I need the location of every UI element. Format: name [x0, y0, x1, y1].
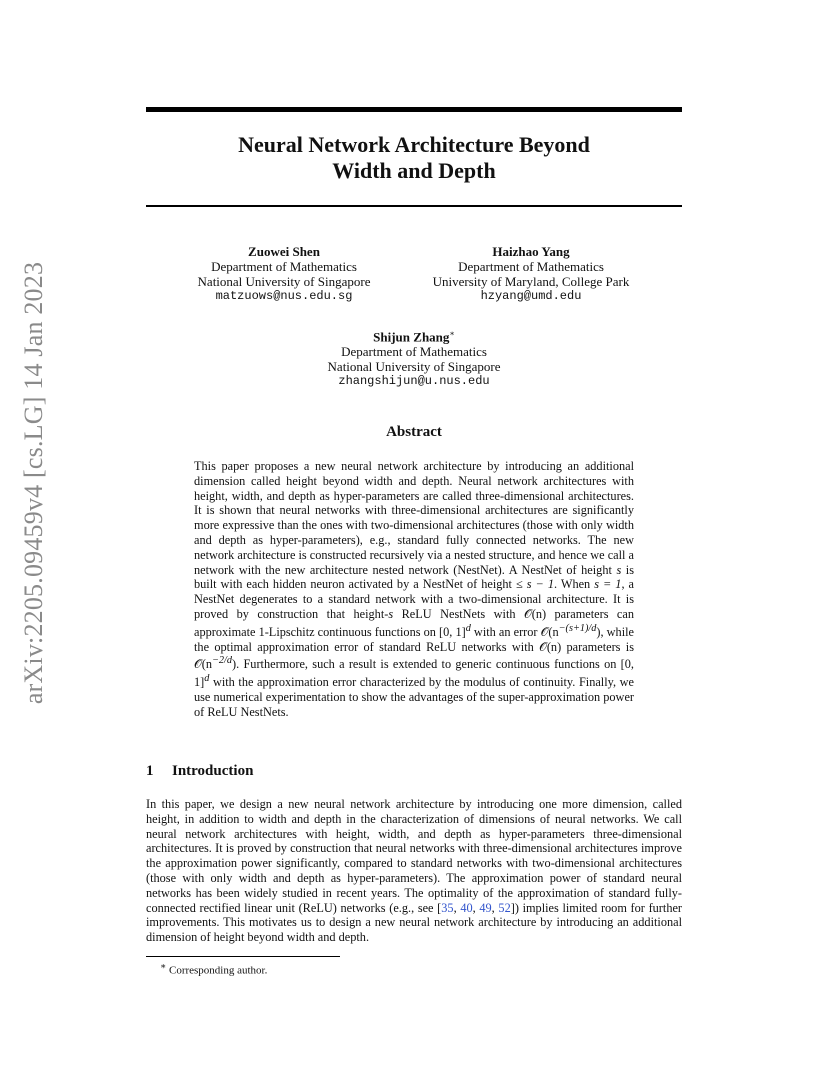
abstract-heading: Abstract — [386, 424, 442, 440]
abstract-text: ReLU NestNets with — [393, 606, 524, 621]
math-condition: s = 1 — [594, 577, 622, 592]
math-error: 𝒪(n — [194, 657, 212, 672]
title-rule-top — [146, 107, 682, 112]
author-name-with-mark — [314, 326, 514, 344]
abstract-text: with the approximation error characterized by the modulus of continuity. Finally, we use numerical experimentation to show the advantages of the super-approximation power of ReLU NestNets. — [194, 675, 634, 720]
title-rule-bottom — [146, 205, 682, 207]
author-department: Department of Mathematics — [341, 344, 487, 360]
author-name: Zuowei Shen — [248, 244, 320, 259]
intro-text: In this paper, we design a new neural network architecture by introducing one more dimension, called height, in addition to width and depth in the characterization of dimensions of neural networks. We call neural network architectures with height, width, and depth as hyper-parameters three-dimensional architectures. It is proved by construction that neural networks with three-dimensional architectures improve the approximation power significantly, compared to standard networks with two-dimensional architectures (those with only width and depth as hyper-parameters). The approximation power of standard neural networks has been widely studied in recent years. The optimality of the approximation of standard fully-connected rectified linear unit (ReLU) networks (e.g., see [ — [146, 797, 682, 915]
author-block-3 — [314, 326, 514, 389]
author-name: Shijun Zhang — [373, 329, 450, 345]
math-superscript: −(s+1)/d — [558, 622, 597, 634]
math-big-o: 𝒪(n) — [539, 639, 562, 654]
math-domain: [0, 1] — [439, 624, 466, 639]
arxiv-stamp — [14, 261, 54, 704]
citation-link[interactable]: 35 — [441, 900, 454, 915]
intro-paragraph: In this paper, we design a new neural network architecture by introducing one more dimension, called height, in addition to width and depth in the characterization of dimensions of neural networks. We call neural network architectures with height, width, and depth as hyper-parameters three-dimensional architectures. It is proved by construction that neural networks with three-dimensional architectures improve the approximation power significantly, compared to standard networks with two-dimensional architectures (those with only width and depth as hyper-parameters). The approximation power of standard neural networks has been widely studied in recent years. The optimality of the approximation of standard fully-connected rectified linear unit (ReLU) networks (e.g., see [35, 40, 49, 52]) implies limited room for further improvements. This motivates us to design a new neural network architecture by introducing an additional dimension of height beyond width and depth. — [146, 797, 683, 945]
math-big-o: 𝒪(n) — [523, 606, 547, 621]
abstract-text: . When — [553, 577, 595, 592]
math-superscript: d — [465, 622, 471, 634]
math-error: ) — [232, 657, 237, 672]
corresponding-author-mark: ∗ — [449, 329, 455, 338]
author-department: Department of Mathematics — [458, 259, 604, 274]
citation-link[interactable]: 49 — [479, 900, 492, 915]
footnote-text: Corresponding author. — [168, 964, 268, 977]
author-institution: National University of Singapore — [197, 274, 371, 289]
math-error: 𝒪(n — [540, 624, 559, 639]
arxiv-stamp-text: arXiv:2205.09459v4 [cs.LG] 14 Jan 2023 — [19, 261, 49, 704]
abstract-text: parameters can approximate 1-Lipschitz continuous functions on — [194, 606, 634, 639]
section-heading — [146, 763, 546, 780]
author-name: Haizhao Yang — [492, 244, 570, 259]
math-error: ) — [596, 624, 601, 639]
math-domain: [0, 1] — [194, 657, 634, 690]
author-email[interactable]: hzyang@umd.edu — [480, 289, 582, 303]
author-institution: National University of Singapore — [327, 359, 501, 375]
author-institution: University of Maryland, College Park — [432, 274, 630, 289]
math-s: s — [616, 562, 622, 577]
abstract-text: is built with each hidden neuron activated by a NestNet of height — [194, 562, 634, 592]
paper-title — [146, 132, 682, 184]
math-s: s — [388, 606, 394, 621]
math-superscript: −2/d — [212, 655, 233, 667]
citation-link[interactable]: 40 — [460, 900, 473, 915]
abstract-text: , a NestNet degenerates to a standard network with a two-dimensional architecture. It is proved by construction that height- — [194, 577, 634, 621]
citation-link[interactable]: 52 — [498, 900, 511, 915]
abstract-body — [194, 459, 634, 720]
section-title: Introduction — [172, 763, 254, 779]
footnote — [160, 961, 267, 977]
author-block-1 — [184, 244, 384, 304]
abstract-text: This paper proposes a new neural network architecture by introducing an additional dimension called height beyond width and depth. Neural network architectures with height, width, and depth as hyper-parameters are called three-dimensional architectures. It is shown that neural networks with three-dimensional architectures are significantly more expressive than the ones with two-dimensional architectures (those with only width and depth as hyper-parameters), e.g., standard fully connected networks. The new network architecture is constructed recursively via a nested structure, and hence we call a network with the new architecture nested network (NestNet). A NestNet of height — [194, 459, 634, 577]
author-department: Department of Mathematics — [211, 259, 357, 274]
footnote-mark: ∗ — [160, 961, 167, 971]
math-condition: ≤ s − 1 — [515, 577, 554, 592]
abstract-text: parameters is — [561, 639, 634, 654]
author-email[interactable]: matzuows@nus.edu.sg — [215, 289, 353, 303]
footnote-rule — [146, 956, 340, 957]
title-line-2: Width and Depth — [332, 158, 496, 183]
math-superscript: d — [204, 673, 210, 685]
section-number: 1 — [146, 763, 154, 779]
abstract-text: . Furthermore, such a result is extended to generic continuous functions on — [236, 657, 621, 672]
abstract-text: , while the optimal approximation error of standard ReLU networks with — [194, 624, 634, 654]
abstract-text: with an error — [470, 624, 541, 639]
title-line-1: Neural Network Architecture Beyond — [238, 132, 590, 157]
author-email[interactable]: zhangshijun@u.nus.edu — [338, 374, 490, 389]
author-block-2 — [424, 244, 638, 304]
intro-text: ]) implies limited room for further improvements. This motivates us to design a new neural network architecture by introducing an additional dimension of height beyond width and depth. — [146, 900, 683, 945]
